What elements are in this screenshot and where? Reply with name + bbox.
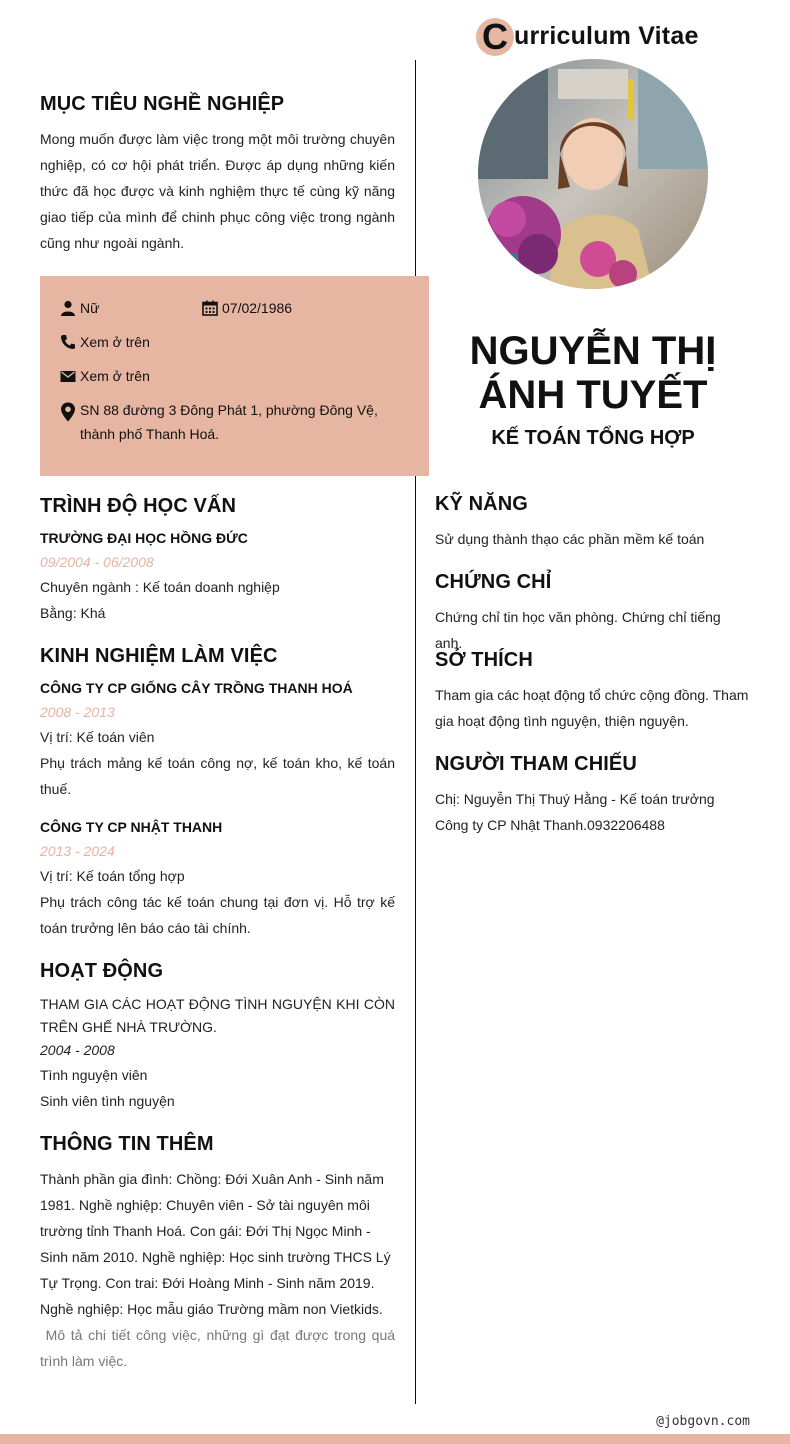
additional-note: Mô tả chi tiết công việc, những gì đạt được trong quá trình làm việc. bbox=[40, 1327, 399, 1369]
address-value: SN 88 đường 3 Đông Phát 1, phường Đông Vệ, thành phố Thanh Hoá. bbox=[80, 402, 378, 442]
envelope-icon bbox=[60, 368, 76, 384]
cv-title: urriculum Vitae bbox=[514, 22, 699, 50]
education-degree: Bằng: Khá bbox=[40, 605, 106, 621]
certificates-heading: CHỨNG CHỈ bbox=[435, 571, 552, 593]
education-dates: 09/2004 - 06/2008 bbox=[40, 554, 154, 570]
hobbies-text: Tham gia các hoạt động tổ chức cộng đồng. Tham gia hoạt động tình nguyện, thiện nguyện. bbox=[435, 687, 749, 729]
email-value: Xem ở trên bbox=[80, 368, 150, 384]
job-description: Phụ trách công tác kế toán chung tại đơn vị. Hỗ trợ kế toán trưởng lên báo cáo tài chính. bbox=[40, 894, 395, 936]
footer-credit: @jobgovn.com bbox=[656, 1414, 750, 1429]
column-divider bbox=[415, 60, 416, 1404]
hobbies-heading: SỞ THÍCH bbox=[435, 649, 533, 671]
email-item bbox=[60, 364, 150, 388]
person-icon bbox=[60, 300, 76, 316]
full-name-line-2: ÁNH TUYẾT bbox=[478, 373, 708, 417]
footer-bar bbox=[0, 1434, 790, 1444]
certificates-text: Chứng chỉ tin học văn phòng. Chứng chỉ tiếng anh. bbox=[435, 609, 721, 651]
gender-item bbox=[60, 296, 99, 320]
job-position: Vị trí: Kế toán viên bbox=[40, 729, 155, 745]
phone-value: Xem ở trên bbox=[80, 334, 150, 350]
references-heading: NGƯỜI THAM CHIẾU bbox=[435, 753, 637, 775]
contact-box bbox=[40, 276, 429, 476]
gender-value: Nữ bbox=[80, 300, 100, 316]
cv-badge-letter: C bbox=[482, 16, 508, 57]
job-company: CÔNG TY CP GIỐNG CÂY TRỒNG THANH HOÁ bbox=[40, 680, 353, 696]
skills-heading: KỸ NĂNG bbox=[435, 493, 528, 515]
calendar-icon bbox=[202, 300, 218, 316]
activity-org: THAM GIA CÁC HOẠT ĐỘNG TÌNH NGUYỆN KHI CÒN TRÊN GHẾ NHÀ TRƯỜNG. bbox=[40, 996, 395, 1035]
education-major: Chuyên ngành : Kế toán doanh nghiệp bbox=[40, 579, 280, 595]
objective-heading: MỤC TIÊU NGHỀ NGHIỆP bbox=[40, 93, 285, 115]
job-description: Phụ trách mảng kế toán công nợ, kế toán kho, kế toán thuế. bbox=[40, 755, 395, 797]
activity-dates: 2004 - 2008 bbox=[40, 1042, 115, 1058]
activity-role: Tình nguyện viên bbox=[40, 1067, 148, 1083]
education-heading: TRÌNH ĐỘ HỌC VẤN bbox=[40, 495, 237, 517]
portrait-image bbox=[478, 59, 708, 289]
job-position: Vị trí: Kế toán tổng hợp bbox=[40, 868, 185, 884]
objective-text: Mong muốn được làm việc trong một môi trường chuyên nghiệp, có cơ hội phát triển. Được áp dụng những kiến thức đã học được và kinh nghiệm thực tế cùng kỹ năng giao tiếp của mình để chinh phục công việc trong ngành cũng như ngoài ngành. bbox=[40, 131, 395, 251]
cv-badge bbox=[476, 18, 514, 56]
experience-heading: KINH NGHIỆM LÀM VIỆC bbox=[40, 645, 278, 667]
education-school: TRƯỜNG ĐẠI HỌC HỒNG ĐỨC bbox=[40, 530, 248, 546]
skills-text: Sử dụng thành thạo các phần mềm kế toán bbox=[435, 531, 705, 547]
job-company: CÔNG TY CP NHẬT THANH bbox=[40, 819, 223, 835]
additional-text: Thành phần gia đình: Chồng: Đới Xuân Anh - Sinh năm 1981. Nghề nghiệp: Chuyên viên - Sở tài nguyên môi trường tỉnh Thanh Hoá. Con gái: Đới Thị Ngọc Minh - Sinh năm 2010. Nghề nghiệp: Học sinh trường THCS Lý Tự Trọng. Con trai: Đới Hoàng Minh - Sinh năm 2019. Nghề nghiệp: Học mẫu giáo Trường mầm non Vietkids. bbox=[40, 1171, 391, 1317]
phone-icon bbox=[60, 334, 76, 350]
phone-item bbox=[60, 330, 150, 354]
job-dates: 2008 - 2013 bbox=[40, 704, 115, 720]
job-title: KẾ TOÁN TỔNG HỢP bbox=[491, 427, 695, 449]
birthday-value: 07/02/1986 bbox=[222, 300, 293, 316]
cv-header bbox=[476, 16, 716, 60]
address-item bbox=[60, 398, 380, 446]
references-text: Chị: Nguyễn Thị Thuý Hằng - Kế toán trưởng Công ty CP Nhật Thanh.0932206488 bbox=[435, 791, 715, 833]
job-dates: 2013 - 2024 bbox=[40, 843, 115, 859]
location-pin-icon bbox=[60, 402, 76, 422]
full-name-line-1: NGUYỄN THỊ bbox=[469, 329, 717, 373]
activities-heading: HOẠT ĐỘNG bbox=[40, 960, 164, 982]
birthday-item bbox=[202, 296, 292, 320]
additional-heading: THÔNG TIN THÊM bbox=[40, 1133, 214, 1155]
activity-description: Sinh viên tình nguyện bbox=[40, 1093, 175, 1109]
profile-photo bbox=[478, 59, 708, 289]
